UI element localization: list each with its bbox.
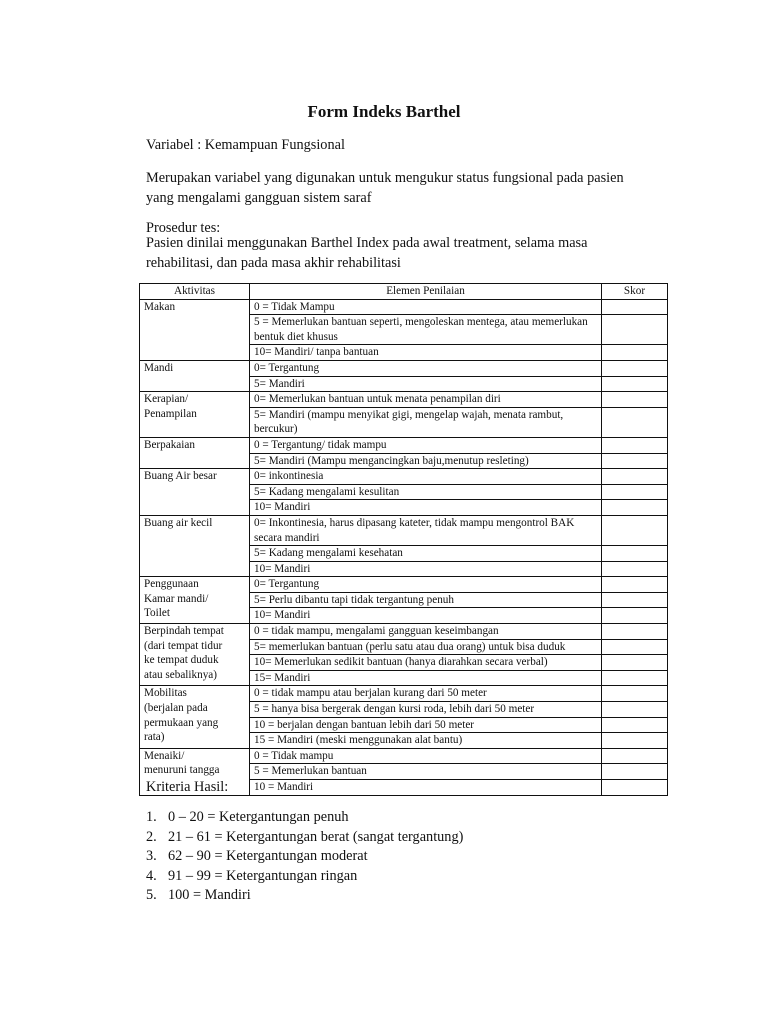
assessment-element-cell: 0 = tidak mampu atau berjalan kurang dari 50 meter [250, 686, 602, 702]
score-cell[interactable] [602, 469, 668, 485]
score-cell[interactable] [602, 780, 668, 796]
table-row [140, 515, 668, 545]
criteria-item [146, 886, 463, 906]
score-cell[interactable] [602, 546, 668, 562]
assessment-element-cell: 5= Mandiri (Mampu mengancingkan baju,menutup resleting) [250, 453, 602, 469]
assessment-element-cell: 0 = Tidak mampu [250, 748, 602, 764]
criteria-number: 2. [146, 828, 157, 845]
assessment-element-cell: 10= Memerlukan sedikit bantuan (hanya diarahkan secara verbal) [250, 655, 602, 671]
score-cell[interactable] [602, 748, 668, 764]
assessment-element-cell: 0 = Tidak Mampu [250, 299, 602, 315]
table-row [140, 624, 668, 640]
assessment-element-cell: 10= Mandiri [250, 561, 602, 577]
criteria-item [146, 867, 463, 887]
score-cell[interactable] [602, 392, 668, 408]
score-cell[interactable] [602, 577, 668, 593]
score-cell[interactable] [602, 717, 668, 733]
description-paragraph: Merupakan variabel yang digunakan untuk mengukur status fungsional pada pasien yang mengalami gangguan sistem saraf [146, 170, 624, 206]
criteria-number: 5. [146, 887, 157, 903]
assessment-element-cell: 5 = Memerlukan bantuan [250, 764, 602, 780]
table-header-row [140, 284, 668, 300]
assessment-element-cell: 15= Mandiri [250, 670, 602, 686]
assessment-element-cell: 0= Tergantung [250, 577, 602, 593]
activity-cell: Buang Air besar [140, 469, 250, 516]
activity-cell: Berpakaian [140, 437, 250, 468]
assessment-element-cell: 5= Mandiri (mampu menyikat gigi, mengelap wajah, menata rambut, bercukur) [250, 407, 602, 437]
assessment-element-cell: 0= Tergantung [250, 360, 602, 376]
table-row [140, 686, 668, 702]
assessment-element-cell: 0= inkontinesia [250, 469, 602, 485]
criteria-number: 4. [146, 867, 157, 884]
score-cell[interactable] [602, 437, 668, 453]
table-row [140, 299, 668, 315]
activity-cell: Mobilitas (berjalan pada permukaan yang rata) [140, 686, 250, 748]
score-cell[interactable] [602, 453, 668, 469]
assessment-element-cell: 0= Inkontinesia, harus dipasang kateter, tidak mampu mengontrol BAK secara mandiri [250, 515, 602, 545]
criteria-text: 100 = Mandiri [168, 887, 251, 903]
table-row [140, 392, 668, 408]
table-row [140, 748, 668, 764]
score-cell[interactable] [602, 639, 668, 655]
assessment-element-cell: 10 = Mandiri [250, 780, 602, 796]
criteria-item [146, 828, 463, 848]
criteria-number: 1. [146, 809, 157, 825]
table-body [140, 299, 668, 795]
assessment-element-cell: 0 = tidak mampu, mengalami gangguan keseimbangan [250, 624, 602, 640]
criteria-item [146, 808, 463, 828]
header-score: Skor [602, 284, 668, 300]
activity-cell: Menaiki/ menuruni tangga [140, 748, 250, 795]
barthel-table-container [139, 283, 667, 796]
score-cell[interactable] [602, 592, 668, 608]
form-title: Form Indeks Barthel [307, 102, 461, 121]
activity-cell: Buang air kecil [140, 515, 250, 576]
assessment-element-cell: 5= Kadang mengalami kesulitan [250, 484, 602, 500]
score-cell[interactable] [602, 345, 668, 361]
criteria-heading: Kriteria Hasil: [146, 779, 229, 795]
score-cell[interactable] [602, 686, 668, 702]
criteria-item [146, 847, 463, 867]
header-assessment-element: Elemen Penilaian [250, 284, 602, 300]
score-cell[interactable] [602, 561, 668, 577]
criteria-number: 3. [146, 848, 157, 864]
table-row [140, 437, 668, 453]
criteria-text: 91 – 99 = Ketergantungan ringan [168, 867, 358, 884]
score-cell[interactable] [602, 733, 668, 749]
score-cell[interactable] [602, 407, 668, 437]
score-cell[interactable] [602, 764, 668, 780]
assessment-element-cell: 5= Perlu dibantu tapi tidak tergantung penuh [250, 592, 602, 608]
score-cell[interactable] [602, 702, 668, 718]
header-activity: Aktivitas [140, 284, 250, 300]
score-cell[interactable] [602, 315, 668, 345]
assessment-element-cell: 0 = Tergantung/ tidak mampu [250, 437, 602, 453]
activity-cell: Mandi [140, 360, 250, 391]
table-row [140, 360, 668, 376]
activity-cell: Makan [140, 299, 250, 360]
assessment-element-cell: 5= memerlukan bantuan (perlu satu atau dua orang) untuk bisa duduk [250, 639, 602, 655]
criteria-text: 62 – 90 = Ketergantungan moderat [168, 848, 368, 864]
score-cell[interactable] [602, 376, 668, 392]
assessment-element-cell: 15 = Mandiri (meski menggunakan alat bantu) [250, 733, 602, 749]
assessment-element-cell: 5= Mandiri [250, 376, 602, 392]
score-cell[interactable] [602, 670, 668, 686]
barthel-index-table [139, 283, 668, 796]
assessment-element-cell: 10= Mandiri [250, 500, 602, 516]
procedure-paragraph: Pasien dinilai menggunakan Barthel Index pada awal treatment, selama masa rehabilitasi, dan pada masa akhir rehabilitasi [146, 235, 588, 271]
score-cell[interactable] [602, 655, 668, 671]
assessment-element-cell: 0= Memerlukan bantuan untuk menata penampilan diri [250, 392, 602, 408]
activity-cell: Kerapian/ Penampilan [140, 392, 250, 438]
assessment-element-cell: 10 = berjalan dengan bantuan lebih dari 50 meter [250, 717, 602, 733]
activity-cell: Berpindah tempat (dari tempat tidur ke tempat duduk atau sebaliknya) [140, 624, 250, 686]
score-cell[interactable] [602, 624, 668, 640]
assessment-element-cell: 10= Mandiri/ tanpa bantuan [250, 345, 602, 361]
procedure-heading: Prosedur tes: [146, 220, 221, 236]
criteria-text: 21 – 61 = Ketergantungan berat (sangat tergantung) [168, 828, 464, 845]
score-cell[interactable] [602, 484, 668, 500]
score-cell[interactable] [602, 360, 668, 376]
score-cell[interactable] [602, 500, 668, 516]
variable-line: Variabel : Kemampuan Fungsional [146, 137, 345, 153]
score-cell[interactable] [602, 515, 668, 545]
criteria-text: 0 – 20 = Ketergantungan penuh [168, 809, 349, 825]
criteria-list [146, 808, 463, 906]
assessment-element-cell: 10= Mandiri [250, 608, 602, 624]
activity-cell: Penggunaan Kamar mandi/ Toilet [140, 577, 250, 624]
score-cell[interactable] [602, 608, 668, 624]
assessment-element-cell: 5 = hanya bisa bergerak dengan kursi roda, lebih dari 50 meter [250, 702, 602, 718]
score-cell[interactable] [602, 299, 668, 315]
table-row [140, 469, 668, 485]
assessment-element-cell: 5 = Memerlukan bantuan seperti, mengoleskan mentega, atau memerlukan bentuk diet khusus [250, 315, 602, 345]
table-row [140, 577, 668, 593]
assessment-element-cell: 5= Kadang mengalami kesehatan [250, 546, 602, 562]
